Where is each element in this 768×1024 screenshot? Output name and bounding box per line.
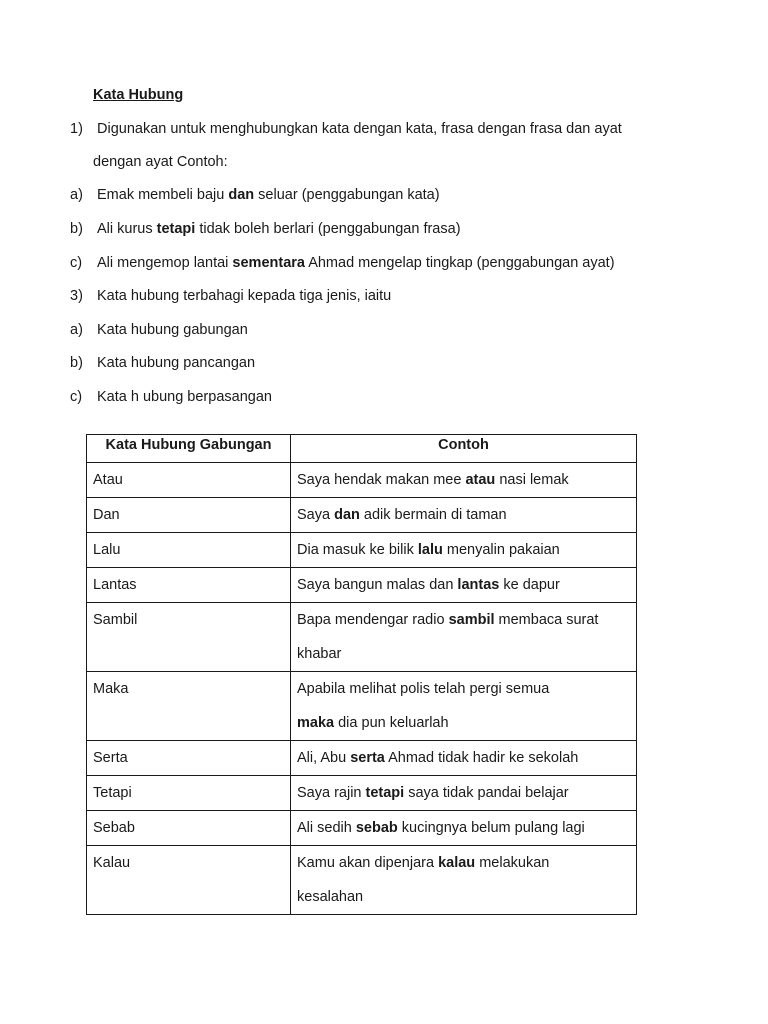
line-marker: a) bbox=[70, 322, 83, 338]
body-line: Kata h ubung berpasangan bbox=[97, 389, 272, 405]
table-cell-example: Saya dan adik bermain di taman bbox=[291, 498, 637, 533]
page-title: Kata Hubung bbox=[93, 87, 184, 103]
table-row bbox=[87, 498, 637, 533]
table-row bbox=[87, 846, 637, 915]
table-cell-example: Apabila melihat polis telah pergi semua maka dia pun keluarlah bbox=[291, 672, 637, 741]
table-cell-word: Sebab bbox=[87, 811, 291, 846]
line-marker: 1) bbox=[70, 121, 83, 137]
line-marker: b) bbox=[70, 221, 83, 237]
table-cell-example: Saya bangun malas dan lantas ke dapur bbox=[291, 568, 637, 603]
table-row bbox=[87, 811, 637, 846]
body-line: Emak membeli baju dan seluar (penggabungan kata) bbox=[97, 187, 440, 203]
table-row bbox=[87, 533, 637, 568]
table-cell-word: Kalau bbox=[87, 846, 291, 915]
table-cell-example: Dia masuk ke bilik lalu menyalin pakaian bbox=[291, 533, 637, 568]
table-header-row bbox=[87, 435, 637, 463]
table-cell-word: Lalu bbox=[87, 533, 291, 568]
table-cell-example: Saya hendak makan mee atau nasi lemak bbox=[291, 463, 637, 498]
body-line: Ali mengemop lantai sementara Ahmad mengelap tingkap (penggabungan ayat) bbox=[97, 255, 615, 271]
table-cell-word: Serta bbox=[87, 741, 291, 776]
table-row bbox=[87, 741, 637, 776]
table-row bbox=[87, 776, 637, 811]
body-line: Kata hubung terbahagi kepada tiga jenis, iaitu bbox=[97, 288, 392, 304]
conjunction-table bbox=[86, 434, 637, 915]
body-line: Digunakan untuk menghubungkan kata dengan kata, frasa dengan frasa dan ayat bbox=[97, 121, 622, 137]
body-line: Ali kurus tetapi tidak boleh berlari (penggabungan frasa) bbox=[97, 221, 461, 237]
table-cell-word: Sambil bbox=[87, 603, 291, 672]
table-cell-word: Atau bbox=[87, 463, 291, 498]
table-cell-example: Bapa mendengar radio sambil membaca surat khabar bbox=[291, 603, 637, 672]
table-cell-example: Saya rajin tetapi saya tidak pandai belajar bbox=[291, 776, 637, 811]
table-cell-word: Dan bbox=[87, 498, 291, 533]
table-header-example: Contoh bbox=[291, 435, 637, 463]
table-row bbox=[87, 568, 637, 603]
body-line: dengan ayat Contoh: bbox=[93, 154, 228, 170]
table-cell-example: Ali, Abu serta Ahmad tidak hadir ke sekolah bbox=[291, 741, 637, 776]
line-marker: 3) bbox=[70, 288, 83, 304]
table-row bbox=[87, 463, 637, 498]
table-cell-example: Kamu akan dipenjara kalau melakukan kesalahan bbox=[291, 846, 637, 915]
line-marker: c) bbox=[70, 255, 83, 271]
table-row bbox=[87, 603, 637, 672]
line-marker: c) bbox=[70, 389, 83, 405]
table-row bbox=[87, 672, 637, 741]
table-cell-example: Ali sedih sebab kucingnya belum pulang lagi bbox=[291, 811, 637, 846]
table-cell-word: Lantas bbox=[87, 568, 291, 603]
table-header-word: Kata Hubung Gabungan bbox=[87, 435, 291, 463]
body-line: Kata hubung gabungan bbox=[97, 322, 248, 338]
body-line: Kata hubung pancangan bbox=[97, 355, 256, 371]
line-marker: b) bbox=[70, 355, 83, 371]
table-cell-word: Maka bbox=[87, 672, 291, 741]
table-cell-word: Tetapi bbox=[87, 776, 291, 811]
line-marker: a) bbox=[70, 187, 83, 203]
